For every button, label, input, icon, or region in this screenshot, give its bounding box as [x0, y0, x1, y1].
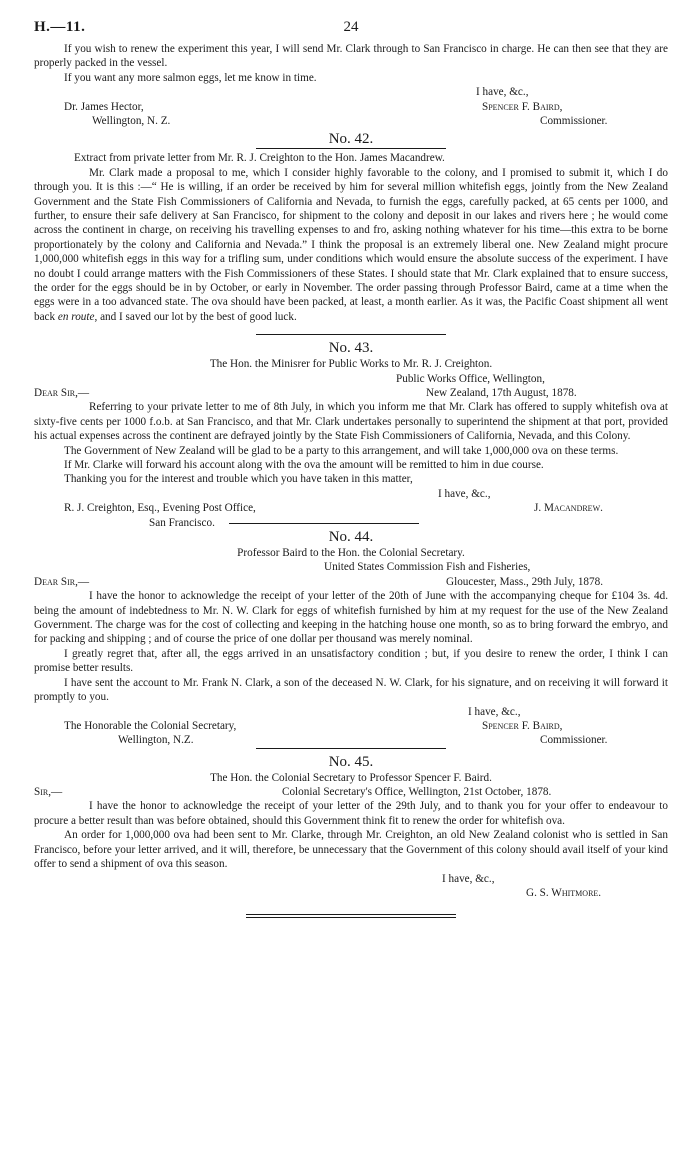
salutation: Dear Sir,—	[34, 387, 90, 400]
signer-title: Commissioner.	[540, 115, 608, 127]
signer-name: Spencer F. Baird,	[482, 719, 563, 732]
office-line: United States Commission Fish and Fisheries,	[324, 561, 531, 574]
dateline: Gloucester, Mass., 29th July, 1878.	[446, 575, 603, 588]
signer-title: Commissioner.	[540, 734, 608, 747]
section-number: No. 42.	[328, 131, 374, 148]
document-code: H.—11.	[34, 19, 86, 35]
closing: I have, &c.,	[468, 705, 521, 718]
extract-text: Mr. Clark made a proposal to me, which I consider highly favorable to the colony, and I promised to submit it, which I do through you. It is this :—“ He is willing, if an order be received by him for several million whitefish eggs, jointly from the New Zealand Government and the State Fish Commissioners of California and Nevada, to furnish the eggs, carefully packed, at 65 cents per 1000, and further, to ensure their safe delivery at San Francisco, for shipment to the colony and deposit in our lakes and rivers here ; he would come across the continent in charge, on receiving his travelling expenses to and fro, asking nothing whatever for his time—this extra to be borne proportionately by the colony and California and Nevada.” I think the proposal is an extremely liberal one. New Zealand might procure 1,000,000 whitefish eggs in this way for a trifling sum, under conditions which would ensure the absolute success of the experiment. I have no doubt I could arrange matters with the Fish Commissioners of these States. I should state that Mr. Clark explained that to ensure success, the order for the eggs should be in by October, or early in November. The order passing through Professor Baird, came at a time when the eggs were in a too advanced state. The ova should have been packed, at least, a month earlier. As it was, the Pacific Coast shipment all went back	[34, 166, 668, 323]
office-line: Public Works Office, Wellington,	[396, 372, 545, 385]
salutation: Dear Sir,—	[34, 575, 90, 588]
closing: I have, &c.,	[442, 872, 495, 885]
page-header	[34, 0, 668, 40]
addressee-name: Dr. James Hector,	[64, 100, 144, 113]
section-number: No. 44.	[328, 529, 374, 546]
section-number: No. 45.	[328, 753, 374, 770]
section-no-44	[34, 523, 668, 748]
extract-body	[34, 166, 668, 324]
closing: I have, &c.,	[438, 487, 491, 500]
letter-paragraph: If Mr. Clarke will forward his account along with the ova the amount will be remitted to him in due course.	[64, 459, 544, 472]
section-no-43	[34, 334, 668, 530]
closing: I have, &c.,	[476, 86, 529, 99]
section-heading: Professor Baird to the Hon. the Colonial Secretary.	[237, 547, 465, 560]
letter-paragraph: I have the honor to acknowledge the receipt of your letter of the 29th July, and to thank you for your offer to endeavour to procure a better result than was before obtained, should this Government think fit to renew the order for whitefish ova.	[34, 800, 668, 827]
section-no-42	[34, 130, 668, 324]
letter-paragraph: Thanking you for the interest and trouble which you have taken in this matter,	[64, 473, 413, 486]
divider	[256, 334, 446, 335]
page-number: 24	[343, 19, 359, 35]
document-page	[34, 0, 668, 918]
section-no-45	[34, 748, 668, 919]
letter-paragraph: I greatly regret that, after all, the eggs arrived in an unsatisfactory condition ; but, if you desire to renew the order, I think I can promise better results.	[34, 647, 668, 675]
extract-italic: en route	[57, 310, 95, 323]
letter-41-paragraph: If you wish to renew the experiment this year, I will send Mr. Clark through to San Francisco in charge. He can then see that they are properly packed in the vessel.	[34, 43, 668, 70]
letter-paragraph: I have the honor to acknowledge the receipt of your letter of the 20th of June with the accompanying cheque for £104 3s. 4d. being the amount of indebtedness to Mr. N. W. Clark for eggs of whitefish furnished by him at my request for the use of the New Zealand Government. The charge was for the cost of collecting and keeping in the hatching house one month, so as to bring forward the embryo, and for packing and shipping ; and of course the price of one dollar per thousand was merely nominal.	[34, 590, 668, 646]
letter-paragraph: I have sent the account to Mr. Frank N. Clark, a son of the deceased N. W. Clark, for his signature, and on receiving it will forward it promptly to you.	[34, 676, 668, 704]
addressee-place: Wellington, N.Z.	[118, 734, 194, 747]
extract-text-end: , and I saved our lot by the best of good luck.	[94, 310, 297, 323]
addressee-name: R. J. Creighton, Esq., Evening Post Office,	[64, 502, 256, 515]
signer-name: J. Macandrew.	[534, 502, 603, 515]
signer-name: Spencer F. Baird,	[482, 100, 563, 113]
section-number: No. 43.	[328, 340, 374, 357]
divider	[256, 148, 446, 149]
letter-paragraph: The Government of New Zealand will be glad to be a party to this arrangement, and will take 1,000,000 ova on these terms.	[64, 444, 619, 457]
letter-paragraph: An order for 1,000,000 ova had been sent to Mr. Clarke, through Mr. Creighton, an old New Zealand colonist who is settled in San Francisco, before your letter arrived, and it will, therefore, be unnecessary that the Government of this colony should avail itself of your kind offer to send a shipment of ova this season.	[34, 829, 668, 871]
addressee-place: San Francisco.	[149, 516, 215, 529]
signer-name: G. S. Whitmore.	[526, 886, 602, 899]
divider	[256, 748, 446, 749]
dateline: Colonial Secretary's Office, Wellington, 21st October, 1878.	[282, 786, 552, 799]
letter-paragraph: Referring to your private letter to me of 8th July, in which you inform me that Mr. Clark has offered to supply whitefish ova at sixty-five cents per 1000 f.o.b. at San Francisco, and that Mr. Clark undertakes personally to superintend the shipment at that port, provided his actual expenses across the continent are defrayed jointly by the State Fish Commissioners of California, Nevada, and this Colony.	[34, 401, 668, 443]
salutation: Sir,—	[34, 786, 63, 799]
letter-41-paragraph: If you want any more salmon eggs, let me know in time.	[64, 71, 317, 84]
section-heading: The Hon. the Colonial Secretary to Professor Spencer F. Baird.	[210, 771, 492, 784]
end-double-rule	[246, 914, 456, 918]
letter-41-continuation	[34, 42, 668, 128]
addressee-place: Wellington, N. Z.	[92, 115, 171, 127]
addressee-name: The Honorable the Colonial Secretary,	[64, 719, 237, 732]
section-heading: The Hon. the Minisrer for Public Works to Mr. R. J. Creighton.	[209, 358, 493, 371]
section-heading: Extract from private letter from Mr. R. J. Creighton to the Hon. James Macandrew.	[74, 152, 445, 165]
dateline: New Zealand, 17th August, 1878.	[426, 387, 577, 400]
